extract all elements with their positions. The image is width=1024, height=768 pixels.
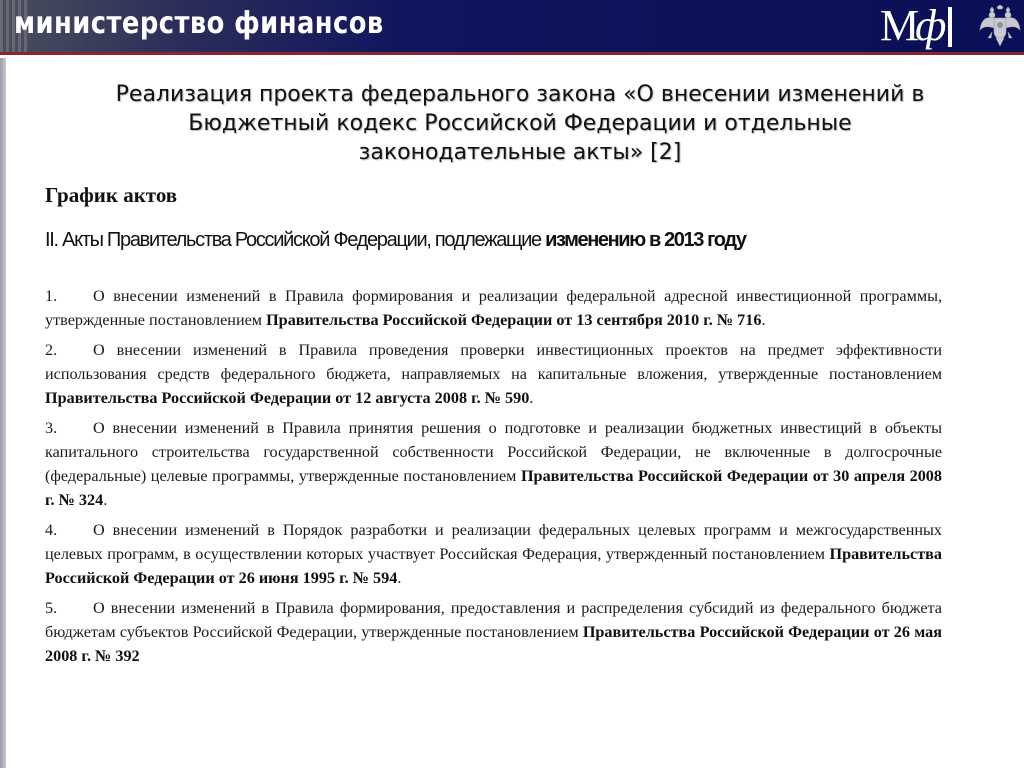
item-text: О внесении изменений в Правила принятия решения о подготовке и реализации бюджетных инвестиций в объекты капитального строительства государственной собственности Российской Федерации, не включенные в долгосрочные (федеральные) целевые программы, утвержденные постановлением xyxy=(45,419,942,485)
item-end: . xyxy=(103,491,108,509)
list-item xyxy=(45,338,942,410)
item-text: О внесении изменений в Правила формирования, предоставления и распределения субсидий из федерального бюджета бюджетам субъектов Российской Федерации, утвержденные постановлением xyxy=(45,599,942,641)
acts-list xyxy=(45,284,942,674)
slide-title-line: законодательные акты» [2] xyxy=(358,140,682,165)
double-headed-eagle-icon xyxy=(978,4,1022,48)
item-number: 4. xyxy=(45,521,58,539)
list-item xyxy=(45,518,942,590)
list-item xyxy=(45,416,942,512)
slide-title-line: Реализация проекта федерального закона «О внесении изменений в xyxy=(115,82,925,107)
item-number: 2. xyxy=(45,341,58,359)
item-reference: Правительства Российской Федерации от 12 августа 2008 г. № 590 xyxy=(45,389,530,407)
list-item xyxy=(45,284,942,332)
section-heading-prefix: II. Акты Правительства Российской Федерации, подлежащие xyxy=(45,229,546,251)
list-item xyxy=(45,596,942,668)
item-reference: Правительства Российской Федерации от 26 мая 2008 г. № 392 xyxy=(45,623,942,665)
slide-title xyxy=(80,80,960,167)
logo-letter-m: М xyxy=(880,1,920,50)
header-accent-gap xyxy=(0,55,1024,58)
header-banner xyxy=(0,0,1024,52)
slide-title-line: Бюджетный кодекс Российской Федерации и отдельные xyxy=(188,111,852,136)
acts-schedule-heading: График актов xyxy=(45,183,178,207)
item-text: О внесении изменений в Правила формирования и реализации федеральной адресной инвестиционной программы, утвержденные постановлением xyxy=(45,287,942,329)
left-side-rail xyxy=(0,58,6,768)
item-reference: Правительства Российской Федерации от 13 сентября 2010 г. № 716 xyxy=(266,311,762,329)
item-end: . xyxy=(397,569,402,587)
item-text: О внесении изменений в Правила проведения проверки инвестиционных проектов на предмет эффективности использования средств федерального бюджета, направляемых на капитальные вложения, утвержденные постановлением xyxy=(45,341,942,383)
item-reference: Правительства Российской Федерации от 30 апреля 2008 г. № 324 xyxy=(45,467,942,509)
item-end: . xyxy=(529,389,534,407)
logo-letter-f: ф xyxy=(915,1,947,50)
item-number: 5. xyxy=(45,599,58,617)
item-text: О внесении изменений в Порядок разработки и реализации федеральных целевых программ и межгосударственных целевых программ, в осуществлении которых участвует Российская Федерация, утвержденный постановлением xyxy=(45,521,942,563)
logo-bar xyxy=(948,7,952,47)
section-heading-emphasis: изменению в 2013 году xyxy=(545,229,746,251)
mf-logo xyxy=(880,2,952,50)
item-number: 3. xyxy=(45,419,58,437)
item-end: . xyxy=(761,311,766,329)
section-heading xyxy=(45,229,945,252)
item-reference: Правительства Российской Федерации от 26 июня 1995 г. № 594 xyxy=(45,545,942,587)
ministry-name: министерство финансов xyxy=(14,6,384,41)
item-number: 1. xyxy=(45,287,58,305)
